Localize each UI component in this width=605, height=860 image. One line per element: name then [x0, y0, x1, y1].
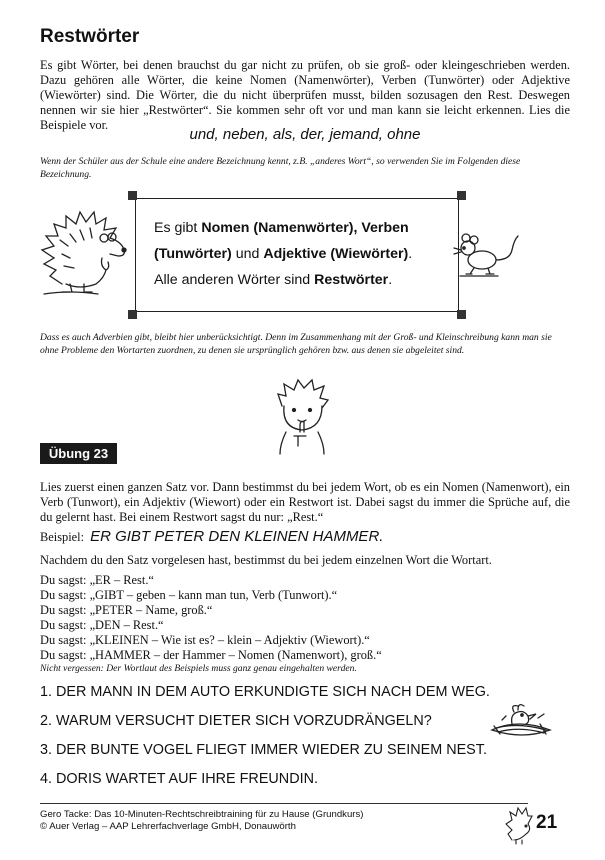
- exercise-sentence-4: 4. DORIS WARTET AUF IHRE FREUNDIN.: [40, 771, 318, 787]
- exercise-label: Übung 23: [40, 443, 117, 464]
- exercise-sentence-3: 3. DER BUNTE VOGEL FLIEGT IMMER WIEDER ZU SEINEM NEST.: [40, 742, 487, 758]
- exercise-sentence-2: 2. WARUM VERSUCHT DIETER SICH VORZUDRÄNGELN?: [40, 713, 432, 729]
- hedgehog-illustration: [40, 206, 132, 296]
- says-line: Du sagst: „PETER – Name, groß.“: [40, 603, 213, 617]
- says-line: Du sagst: „GIBT – geben – kann man tun, Verb (Tunwort).“: [40, 588, 338, 602]
- says-list: [40, 573, 570, 663]
- adverb-note: Dass es auch Adverbien gibt, bleibt hier unberücksichtigt. Denn im Zusammenhang mit der Groß- und Kleinschreibung kann man sie ohne Probleme den Wortarten zuordnen, zu denen sie ursprünglich gehören bzw. aus denen sie abgeleitet sind.: [40, 332, 552, 356]
- says-line: Du sagst: „ER – Rest.“: [40, 573, 154, 587]
- page-title: Restwörter: [40, 26, 140, 47]
- bird-nest-illustration: [488, 700, 554, 740]
- rule-scroll: [135, 198, 459, 312]
- exercise-sentence-1: 1. DER MANN IN DEM AUTO ERKUNDIGTE SICH NACH DEM WEG.: [40, 684, 490, 700]
- after-reading-text: Nachdem du den Satz vorgelesen hast, bestimmst du bei jedem einzelnen Wort die Wortart.: [40, 553, 492, 567]
- rule-text: Es gibt Nomen (Namenwörter), Verben (Tunwörter) und Adjektive (Wiewörter). Alle anderen Wörter sind Restwörter.: [154, 220, 413, 288]
- intro-paragraph: Es gibt Wörter, bei denen brauchst du gar nicht zu prüfen, ob sie groß- oder kleingeschrieben werden. Dazu gehören alle Wörter, die keine Nomen (Namenwörter), Verben (Tunwörter) oder Adjektive (Wiewörter) sind. Die Wörter, die du nicht überprüfen musst, bilden sozusagen den Rest. Deswegen nennen wir sie hier „Restwörter“. Sie kommen sehr oft vor und man kann sie leicht erkennen. Lies die Beispiele vor.: [40, 58, 570, 132]
- reminder-note: Nicht vergessen: Der Wortlaut des Beispiels muss ganz genau eingehalten werden.: [40, 663, 357, 674]
- child-illustration: [272, 380, 332, 454]
- hedgehog-small-icon: [506, 806, 534, 844]
- says-line: Du sagst: „HAMMER – der Hammer – Nomen (Namenwort), groß.“: [40, 648, 382, 662]
- footer-copyright: © Auer Verlag – AAP Lehrerfachverlage GmbH, Donauwörth: [40, 820, 296, 832]
- example-sentence: ER GIBT PETER DEN KLEINEN HAMMER.: [90, 528, 384, 545]
- footer-divider: [40, 803, 528, 804]
- teacher-note: Wenn der Schüler aus der Schule eine andere Bezeichnung kennt, z.B. „anderes Wort“, so verwenden Sie im Folgenden diese Bezeichnung.: [40, 156, 521, 180]
- mouse-illustration: [458, 230, 522, 278]
- says-line: Du sagst: „KLEINEN – Wie ist es? – klein – Adjektiv (Wiewort).“: [40, 633, 370, 647]
- exercise-sentences: [40, 684, 510, 800]
- footer-book-title: Gero Tacke: Das 10-Minuten-Rechtschreibtraining für zu Hause (Grundkurs): [40, 809, 364, 820]
- page-number: 21: [536, 812, 558, 833]
- example-label: Beispiel:: [40, 530, 85, 544]
- says-line: Du sagst: „DEN – Rest.“: [40, 618, 164, 632]
- exercise-instruction: Lies zuerst einen ganzen Satz vor. Dann bestimmst du bei jedem Wort, ob es ein Nomen (Namenwort), ein Verb (Tunwort), ein Adjektiv (Wiewort) oder ein Restwort ist. Dabei sagst du immer die Sprüche auf, die du gelernt hast. Bei einem Restwort sagst du nur: „Rest.“: [40, 480, 570, 524]
- example-line: [40, 528, 383, 545]
- footer: [40, 809, 363, 832]
- restwort-examples: und, neben, als, der, jemand, ohne: [189, 126, 421, 143]
